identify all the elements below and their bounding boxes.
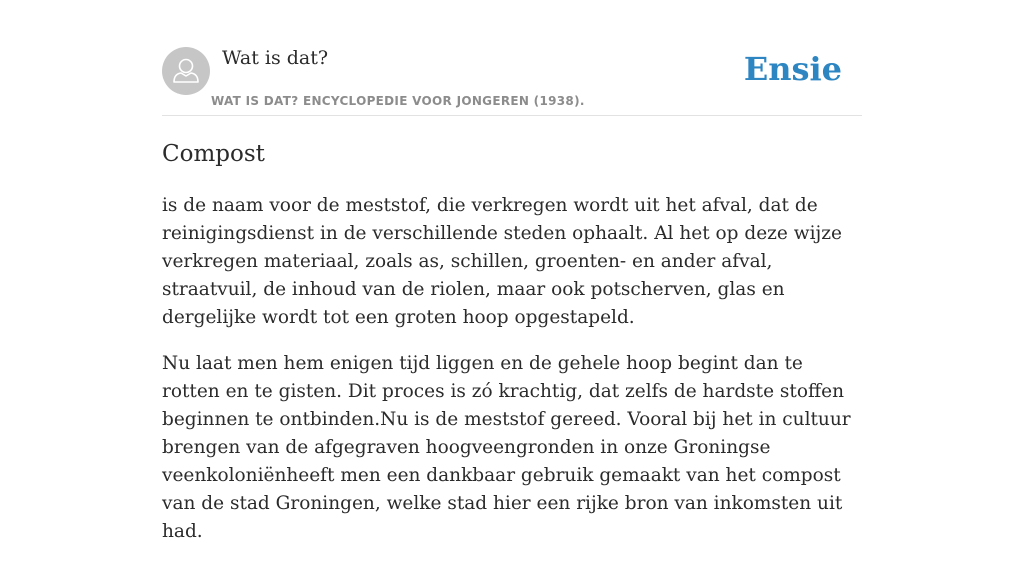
- avatar[interactable]: [162, 47, 210, 95]
- entry-paragraph: Nu laat men hem enigen tijd liggen en de gehele hoop begint dan te rotten en te gisten. Dit proces is zó krachtig, dat zelfs de hardste stoffen beginnen te ontbinden.Nu is de meststof gereed. Vooral bij het in cultuur brengen van de afgegraven hoogveengronden in onze Groningse veenkoloniënheeft men een dankbaar gebruik gemaakt van het compost van de stad Groningen, welke stad hier een rijke bron van inkomsten uit had.: [162, 353, 851, 542]
- article: [162, 0, 862, 542]
- source-subtitle: WAT IS DAT? ENCYCLOPEDIE VOOR JONGEREN (1938).: [211, 94, 585, 108]
- source-title[interactable]: Wat is dat?: [222, 47, 329, 69]
- entry-body: [162, 192, 862, 564]
- entry-title: Compost: [162, 141, 265, 167]
- entry-paragraph: is de naam voor de meststof, die verkregen wordt uit het afval, dat de reinigingsdienst in de verschillende steden ophaalt. Al het op deze wijze verkregen materiaal, zoals as, schillen, groenten- en ander afval, straatvuil, de inhoud van de riolen, maar ook potscherven, glas en dergelijke wordt tot een groten hoop opgestapeld.: [162, 195, 842, 328]
- user-icon: [162, 47, 210, 95]
- source-header: [162, 0, 862, 116]
- ensie-logo[interactable]: Ensie: [743, 50, 842, 88]
